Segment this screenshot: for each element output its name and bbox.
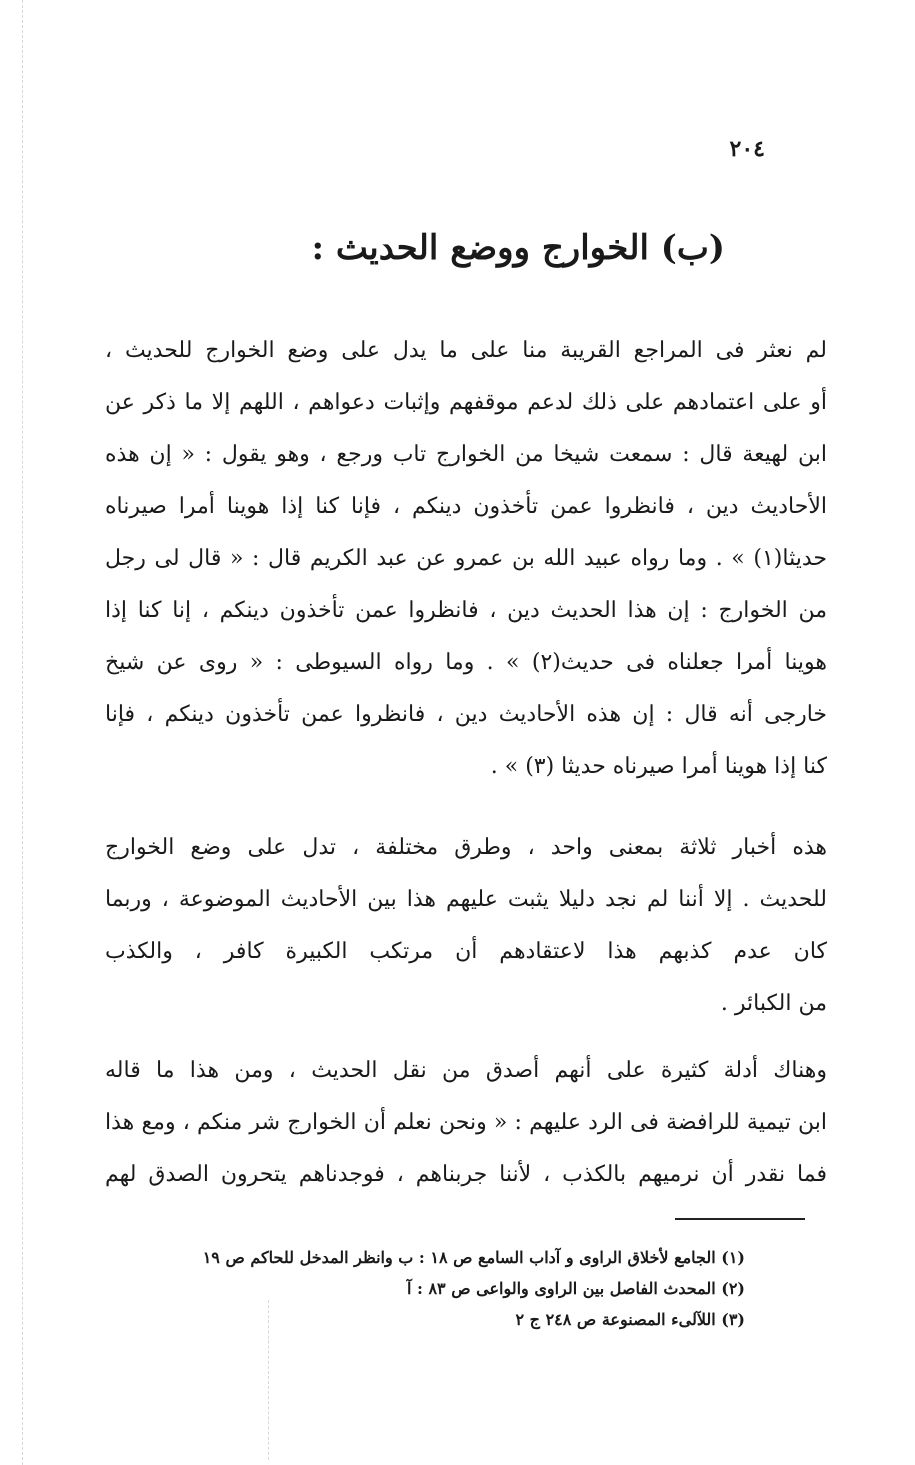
text-line: خارجى أنه قال : إن هذه الأحاديث دين ، فانظروا عمن تأخذون دينكم ، فإنا (105, 702, 827, 727)
text-line: وهناك أدلة كثيرة على أنهم أصدق من نقل الحديث ، ومن هذا ما قاله (105, 1058, 827, 1083)
paragraph-3 (105, 1045, 827, 1201)
text-line: هوينا أمرا جعلناه فى حديث(٢) » . وما رواه السيوطى : « روى عن شيخ (105, 650, 827, 675)
footnote-2: (٢) المحدث الفاصل بين الراوى والواعى ص ٨٣ : آ (406, 1279, 745, 1298)
footnote-divider (675, 1218, 805, 1220)
text-line: كنا إذا هوينا أمرا صيرناه حديثا (٣) » . (490, 754, 827, 779)
scan-fold-mark (268, 1300, 269, 1460)
text-line: كان عدم كذبهم هذا لاعتقادهم أن مرتكب الكبيرة كافر ، والكذب (105, 939, 827, 964)
text-line: لم نعثر فى المراجع القريبة منا على ما يدل على وضع الخوارج للحديث ، (105, 338, 827, 363)
text-line: هذه أخبار ثلاثة بمعنى واحد ، وطرق مختلفة ، تدل على وضع الخوارج (105, 835, 827, 860)
scan-edge-mark (22, 0, 23, 1465)
page-number: ٢٠٤ (729, 136, 765, 162)
paragraph-1 (105, 325, 827, 793)
text-line: ابن تيمية للرافضة فى الرد عليهم : « ونحن نعلم أن الخوارج شر منكم ، ومع هذا (105, 1110, 827, 1135)
footnote-3: (٣) اللآلىء المصنوعة ص ٢٤٨ ج ٢ (515, 1310, 745, 1329)
footnote-1: (١) الجامع لأخلاق الراوى و آداب السامع ص ١٨ : ب وانظر المدخل للحاكم ص ١٩ (202, 1248, 745, 1267)
text-line: من الكبائر . (720, 991, 827, 1016)
text-line: فما نقدر أن نرميهم بالكذب ، لأننا جربناهم ، فوجدناهم يتحرون الصدق لهم (105, 1162, 827, 1187)
text-line: للحديث . إلا أننا لم نجد دليلا يثبت عليهم هذا بين الأحاديث الموضوعة ، وربما (105, 887, 827, 912)
section-heading: (ب) الخوارج ووضع الحديث : (311, 228, 725, 268)
text-line: من الخوارج : إن هذا الحديث دين ، فانظروا عمن تأخذون دينكم ، إنا كنا إذا (105, 598, 827, 623)
text-line: أو على اعتمادهم على ذلك لدعم موقفهم وإثبات دعواهم ، اللهم إلا ما ذكر عن (105, 390, 827, 415)
footnotes (145, 1242, 745, 1335)
text-line: الأحاديث دين ، فانظروا عمن تأخذون دينكم ، فإنا كنا إذا هوينا أمرا صيرناه (105, 494, 827, 519)
paragraph-2 (105, 822, 827, 1030)
text-line: ابن لهيعة قال : سمعت شيخا من الخوارج تاب ورجع ، وهو يقول : « إن هذه (105, 442, 827, 467)
text-line: حديثا(١) » . وما رواه عبيد الله بن عمرو عن عبد الكريم قال : « قال لى رجل (105, 546, 827, 571)
